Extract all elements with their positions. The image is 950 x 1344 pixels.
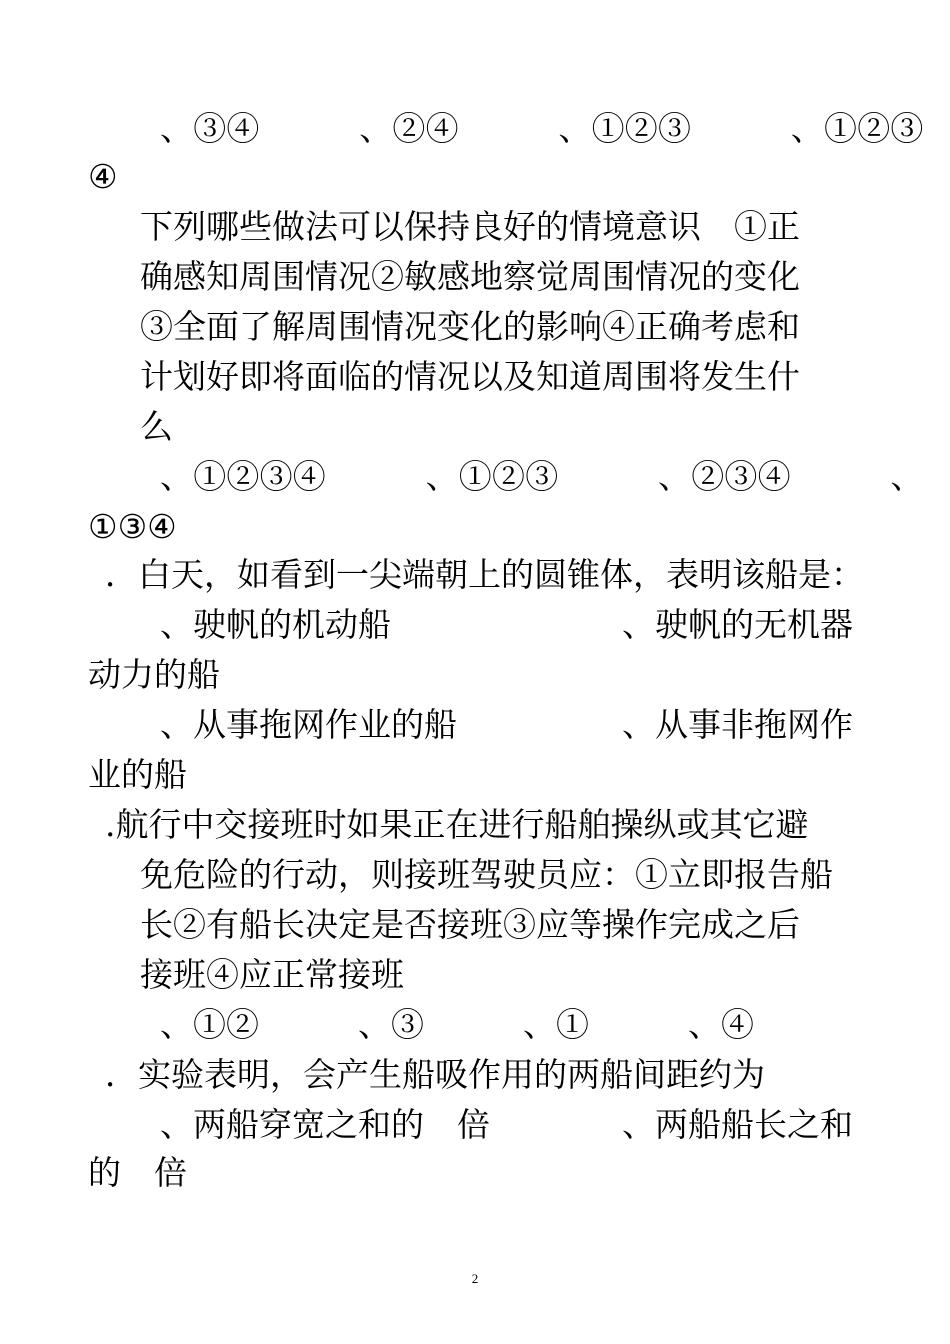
- answer-options-line: 、①②③④ 、①②③ 、②③④ 、: [160, 457, 924, 496]
- question-text-line: ．实验表明，会产生船吸作用的两船间距约为: [105, 1055, 765, 1094]
- question-text-line: 免危险的行动，则接班驾驶员应：①立即报告船: [140, 855, 833, 894]
- answer-options-line: 、两船穿宽之和的 倍 、两船船长之和: [160, 1105, 853, 1144]
- answer-options-line: 、①② 、③ 、① 、④: [160, 1005, 754, 1044]
- answer-options-line: 、驶帆的机动船 、驶帆的无机器: [160, 605, 853, 644]
- question-text-line: 接班④应正常接班: [140, 955, 404, 994]
- question-text-line: 么: [140, 407, 173, 446]
- answer-options-line: 、③④ 、②④ 、①②③ 、①②③: [160, 109, 924, 148]
- question-text-line: ③全面了解周围情况变化的影响④正确考虑和: [140, 307, 800, 346]
- answer-options-continuation: 业的船: [88, 755, 187, 794]
- question-text-line: 计划好即将面临的情况以及知道周围将发生什: [140, 357, 800, 396]
- question-text-line: 长②有船长决定是否接班③应等操作完成之后: [140, 905, 800, 944]
- question-text-line: 下列哪些做法可以保持良好的情境意识 ①正: [140, 207, 800, 246]
- answer-options-line: 、从事拖网作业的船 、从事非拖网作: [160, 705, 853, 744]
- question-text-line: 确感知周围情况②敏感地察觉周围情况的变化: [140, 257, 800, 296]
- answer-options-continuation: 的 倍: [88, 1153, 187, 1192]
- question-text-line: .航行中交接班时如果正在进行船舶操纵或其它避: [105, 805, 809, 844]
- answer-options-continuation: ①③④: [88, 507, 177, 546]
- question-text-line: ．白天，如看到一尖端朝上的圆锥体，表明该船是：: [105, 555, 864, 594]
- answer-options-continuation: 动力的船: [88, 655, 220, 694]
- answer-options-continuation: ④: [88, 157, 118, 196]
- page-number: 2: [471, 1271, 479, 1286]
